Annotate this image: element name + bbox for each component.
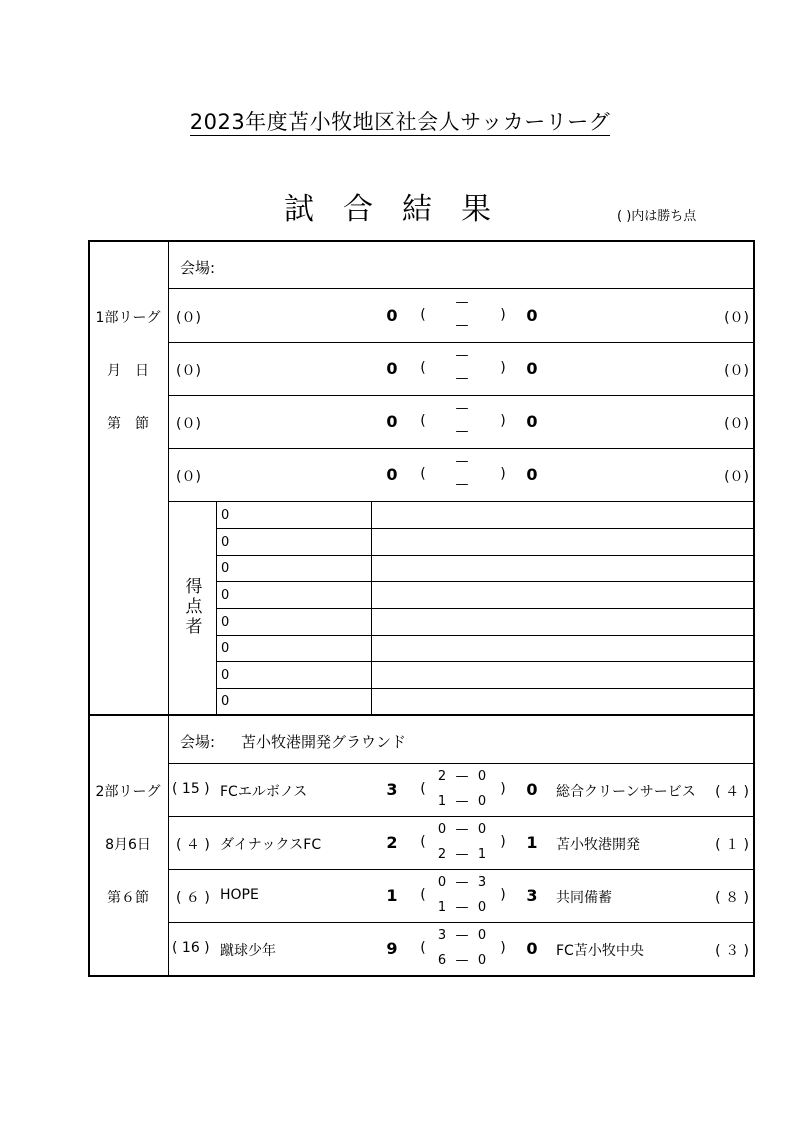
league-label: 1部リーグ: [95, 310, 161, 326]
scorer-entry: 0: [221, 694, 230, 709]
open-paren: (: [420, 466, 426, 482]
away-score: 0: [526, 412, 538, 431]
score-dash: —: [455, 295, 469, 310]
away-score: 0: [526, 359, 538, 378]
home-team: HOPE: [220, 887, 259, 903]
away-points: ( ８ ): [715, 890, 749, 906]
away-score: 0: [526, 939, 538, 958]
first-half-away: 0: [477, 928, 487, 943]
venue-name: 苫小牧港開発グラウンド: [241, 733, 407, 751]
scorer-entry: 0: [221, 588, 230, 603]
home-points: (０): [176, 416, 201, 432]
away-team: 苫小牧港開発: [556, 837, 640, 853]
scorers-label-char: 者: [185, 617, 203, 637]
second-half-home: 1: [437, 900, 447, 915]
score-dash: —: [455, 318, 469, 333]
second-half-home: 6: [437, 953, 447, 968]
round-label: 第 節: [107, 416, 149, 432]
scorer-entry: 0: [221, 668, 230, 683]
home-points: (０): [176, 363, 201, 379]
away-score: 0: [526, 306, 538, 325]
first-half-home: 0: [437, 875, 447, 890]
close-paren: ): [500, 834, 506, 850]
score-dash: —: [455, 424, 469, 439]
close-paren: ): [500, 360, 506, 376]
date-label: 8月6日: [105, 837, 151, 853]
away-score: 0: [526, 780, 538, 799]
score-dash: —: [455, 477, 469, 492]
away-points: (０): [724, 310, 749, 326]
home-score: 0: [386, 412, 398, 431]
home-points: ( ６ ): [176, 890, 210, 906]
first-half-away: 0: [477, 822, 487, 837]
scorer-entry: 0: [221, 561, 230, 576]
away-points: ( １ ): [715, 837, 749, 853]
away-score: 3: [526, 886, 538, 905]
date-label: 月 日: [107, 363, 149, 379]
second-half-home: 1: [437, 794, 447, 809]
open-paren: (: [420, 413, 426, 429]
venue-label: 会場:: [180, 733, 216, 751]
score-dash: —: [455, 348, 469, 363]
scorers-label: [184, 577, 204, 637]
close-paren: ): [500, 887, 506, 903]
close-paren: ): [500, 466, 506, 482]
home-points: (０): [176, 469, 201, 485]
scorer-entry: 0: [221, 641, 230, 656]
home-points: (０): [176, 310, 201, 326]
close-paren: ): [500, 413, 506, 429]
home-points: ( 15 ): [172, 781, 210, 797]
scorer-entry: 0: [221, 535, 230, 550]
score-dash: —: [455, 822, 469, 837]
open-paren: (: [420, 360, 426, 376]
score-dash: —: [455, 847, 469, 862]
away-score: 1: [526, 833, 538, 852]
first-half-home: 3: [437, 928, 447, 943]
away-points: (０): [724, 469, 749, 485]
score-dash: —: [455, 769, 469, 784]
document-title: 2023年度苫小牧地区社会人サッカーリーグ: [189, 110, 611, 134]
home-score: 9: [386, 939, 398, 958]
second-half-away: 0: [477, 794, 487, 809]
points-note: ( )内は勝ち点: [617, 209, 697, 224]
home-score: 3: [386, 780, 398, 799]
document-subtitle: 試合結果: [284, 192, 520, 227]
away-points: (０): [724, 363, 749, 379]
round-label: 第６節: [107, 890, 149, 906]
close-paren: ): [500, 781, 506, 797]
second-half-away: 0: [477, 953, 487, 968]
score-dash: —: [455, 875, 469, 890]
home-team: FCエルボノス: [220, 784, 308, 800]
score-dash: —: [455, 371, 469, 386]
score-dash: —: [455, 900, 469, 915]
open-paren: (: [420, 834, 426, 850]
first-half-home: 0: [437, 822, 447, 837]
scorers-label-char: 得: [185, 577, 203, 597]
home-team: 蹴球少年: [220, 943, 276, 959]
second-half-away: 1: [477, 847, 487, 862]
close-paren: ): [500, 940, 506, 956]
away-points: ( ３ ): [715, 943, 749, 959]
scorers-label-char: 点: [185, 597, 203, 617]
away-score: 0: [526, 465, 538, 484]
home-score: 0: [386, 359, 398, 378]
away-points: (０): [724, 416, 749, 432]
score-dash: —: [455, 953, 469, 968]
venue-label: 会場:: [180, 259, 216, 277]
open-paren: (: [420, 781, 426, 797]
scorer-entry: 0: [221, 615, 230, 630]
open-paren: (: [420, 887, 426, 903]
first-half-away: 3: [477, 875, 487, 890]
away-team: 共同備蓄: [556, 890, 612, 906]
away-team: 総合クリーンサービス: [556, 784, 696, 800]
score-dash: —: [455, 794, 469, 809]
home-score: 0: [386, 465, 398, 484]
home-score: 0: [386, 306, 398, 325]
open-paren: (: [420, 940, 426, 956]
first-half-away: 0: [477, 769, 487, 784]
score-dash: —: [455, 454, 469, 469]
scorer-entry: 0: [221, 508, 230, 523]
score-dash: —: [455, 928, 469, 943]
home-score: 1: [386, 886, 398, 905]
home-score: 2: [386, 833, 398, 852]
away-team: FC苫小牧中央: [556, 943, 644, 959]
first-half-home: 2: [437, 769, 447, 784]
close-paren: ): [500, 307, 506, 323]
open-paren: (: [420, 307, 426, 323]
home-points: ( 16 ): [172, 940, 210, 956]
home-points: ( ４ ): [176, 837, 210, 853]
league-label: 2部リーグ: [95, 784, 161, 800]
home-team: ダイナックスFC: [220, 837, 322, 853]
away-points: ( ４ ): [715, 784, 749, 800]
second-half-home: 2: [437, 847, 447, 862]
second-half-away: 0: [477, 900, 487, 915]
score-dash: —: [455, 401, 469, 416]
